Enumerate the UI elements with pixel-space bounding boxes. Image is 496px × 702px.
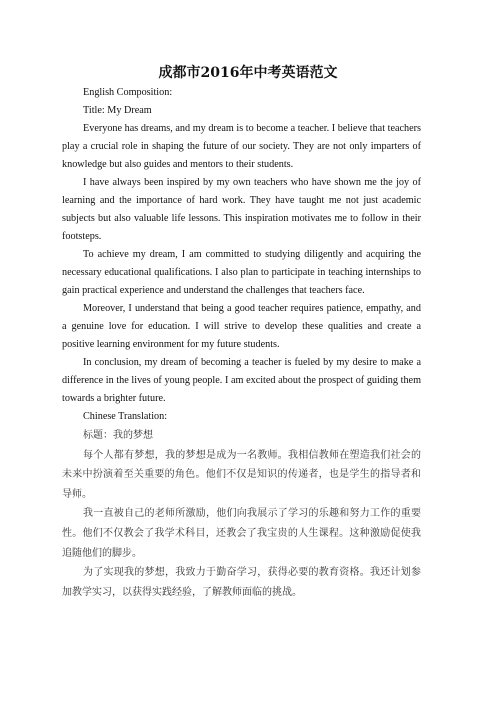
paragraph-english-inspiration: I have always been inspired by my own teachers who have shown me the joy of learning and the importance of hard work. They have taught me not just academic subjects but also valuable life lessons. This inspiration motivates me to follow in their footsteps.: [62, 177, 421, 242]
paragraph-english-achieve: To achieve my dream, I am committed to studying diligently and acquiring the necessary educational qualifications. I also plan to participate in teaching internships to gain practical experience and understand the challenges that teachers face.: [62, 249, 421, 296]
paragraph-chinese-inspiration: 我一直被自己的老师所激励，他们向我展示了学习的乐趣和努力工作的重要性。他们不仅教会了我学术科目，还教会了我宝贵的人生课程。这种激励促使我追随他们的脚步。: [62, 508, 421, 559]
paragraph-english-title: Title: My Dream: [83, 105, 152, 116]
paragraph-english-conclusion: In conclusion, my dream of becoming a teacher is fueled by my desire to make a difference in the lives of young people. I am excited about the prospect of guiding them towards a brighter future.: [62, 357, 421, 404]
paragraph-english-intro: Everyone has dreams, and my dream is to become a teacher. I believe that teachers play a crucial role in shaping the future of our society. They are not only imparters of knowledge but also guides and mentors to their students.: [62, 123, 421, 170]
paragraph-chinese-intro: 每个人都有梦想，我的梦想是成为一名教师。我相信教师在塑造我们社会的未来中扮演着至关重要的角色。他们不仅是知识的传递者，也是学生的指导者和导师。: [62, 449, 421, 500]
paragraph-chinese-achieve: 为了实现我的梦想，我致力于勤奋学习，获得必要的教育资格。我还计划参加教学实习，以获得实践经验，了解教师面临的挑战。: [62, 567, 421, 598]
paragraph-english-qualities: Moreover, I understand that being a good teacher requires patience, empathy, and a genuine love for education. I will strive to develop these qualities and create a positive learning environment for my future students.: [62, 303, 421, 350]
paragraph-chinese-translation-label: Chinese Translation:: [83, 411, 168, 422]
document-body: [62, 84, 421, 602]
paragraph-chinese-title: 标题：我的梦想: [83, 430, 153, 441]
document-title: 成都市2016年中考英语范文: [158, 65, 338, 81]
paragraph-english-composition-label: English Composition:: [83, 87, 173, 98]
